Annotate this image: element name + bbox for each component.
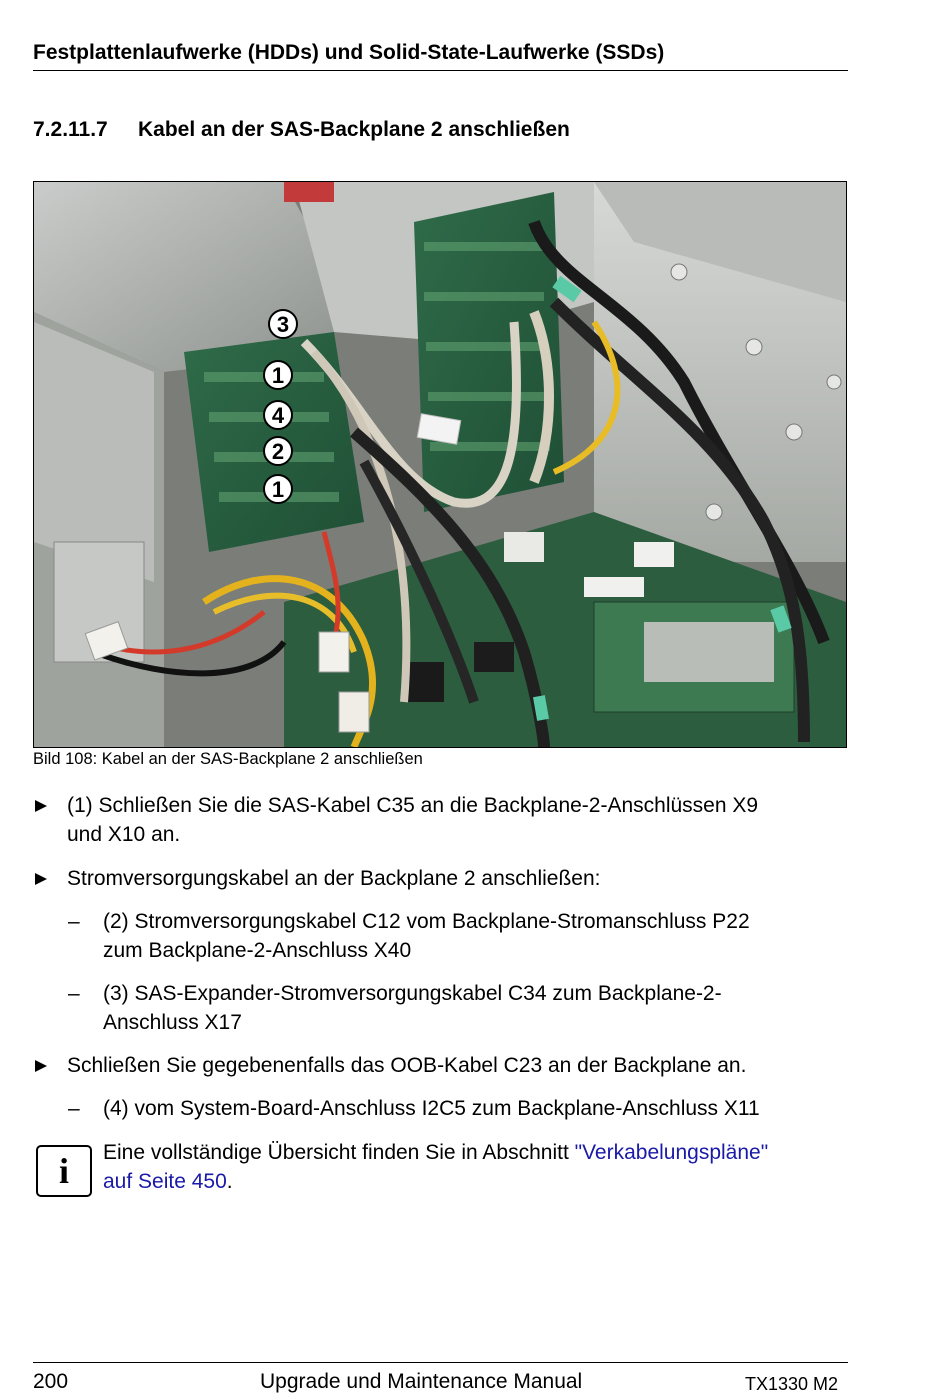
step-1-line-2: und X10 an. — [67, 823, 181, 846]
info-text-line-2 — [103, 1168, 233, 1197]
step-2: Stromversorgungskabel an der Backplane 2 anschließen: — [67, 867, 601, 890]
step-2a-line-2: zum Backplane-2-Anschluss X40 — [103, 939, 412, 962]
bullet-arrow-icon — [35, 873, 47, 885]
callout-label: 1 — [271, 477, 285, 502]
step-2a-line-1: (2) Stromversorgungskabel C12 vom Backplane-Stromanschluss P22 — [103, 910, 750, 933]
step-3: Schließen Sie gegebenenfalls das OOB-Kabel C23 an der Backplane an. — [67, 1054, 747, 1077]
section-number: 7.2.11.7 — [33, 118, 108, 141]
section-heading — [33, 115, 570, 145]
sub-bullet-dash: – — [68, 1097, 80, 1120]
model-name: TX1330 M2 — [745, 1374, 839, 1394]
bullet-arrow-icon — [35, 800, 47, 812]
info-icon-letter: i — [58, 1151, 69, 1191]
step-1-line-1: (1) Schließen Sie die SAS-Kabel C35 an die Backplane-2-Anschlüssen X9 — [67, 794, 759, 817]
page-number: 200 — [33, 1370, 69, 1393]
bullet-arrow-icon — [35, 1060, 47, 1072]
cross-reference-link-page[interactable]: auf Seite 450 — [103, 1170, 227, 1193]
running-header: Festplattenlaufwerke (HDDs) und Solid-State-Laufwerke (SSDs) — [33, 38, 848, 71]
info-text-line-1 — [103, 1139, 863, 1168]
server-interior-illustration — [34, 182, 846, 747]
manual-title: Upgrade und Maintenance Manual — [260, 1370, 583, 1393]
info-icon — [36, 1145, 92, 1197]
step-2b-line-1: (3) SAS-Expander-Stromversorgungskabel C34 zum Backplane-2- — [103, 982, 722, 1005]
callout-label: 3 — [276, 312, 290, 337]
callout-label: 2 — [271, 439, 285, 464]
info-text-end: . — [226, 1170, 233, 1193]
callout-label: 4 — [271, 403, 285, 428]
figure-caption: Bild 108: Kabel an der SAS-Backplane 2 anschließen — [33, 750, 423, 768]
info-text: Eine vollständige Übersicht finden Sie in Abschnitt — [103, 1141, 575, 1164]
footer-rule — [33, 1362, 848, 1363]
callout-label: 1 — [271, 363, 285, 388]
sub-bullet-dash: – — [68, 910, 80, 933]
figure-photo — [33, 181, 847, 748]
sub-bullet-dash: – — [68, 982, 80, 1005]
section-title: Kabel an der SAS-Backplane 2 anschließen — [138, 118, 570, 141]
step-3a: (4) vom System-Board-Anschluss I2C5 zum Backplane-Anschluss X11 — [103, 1097, 760, 1120]
step-2b-line-2: Anschluss X17 — [103, 1011, 242, 1034]
cross-reference-link[interactable]: "Verkabelungspläne" — [574, 1141, 769, 1164]
